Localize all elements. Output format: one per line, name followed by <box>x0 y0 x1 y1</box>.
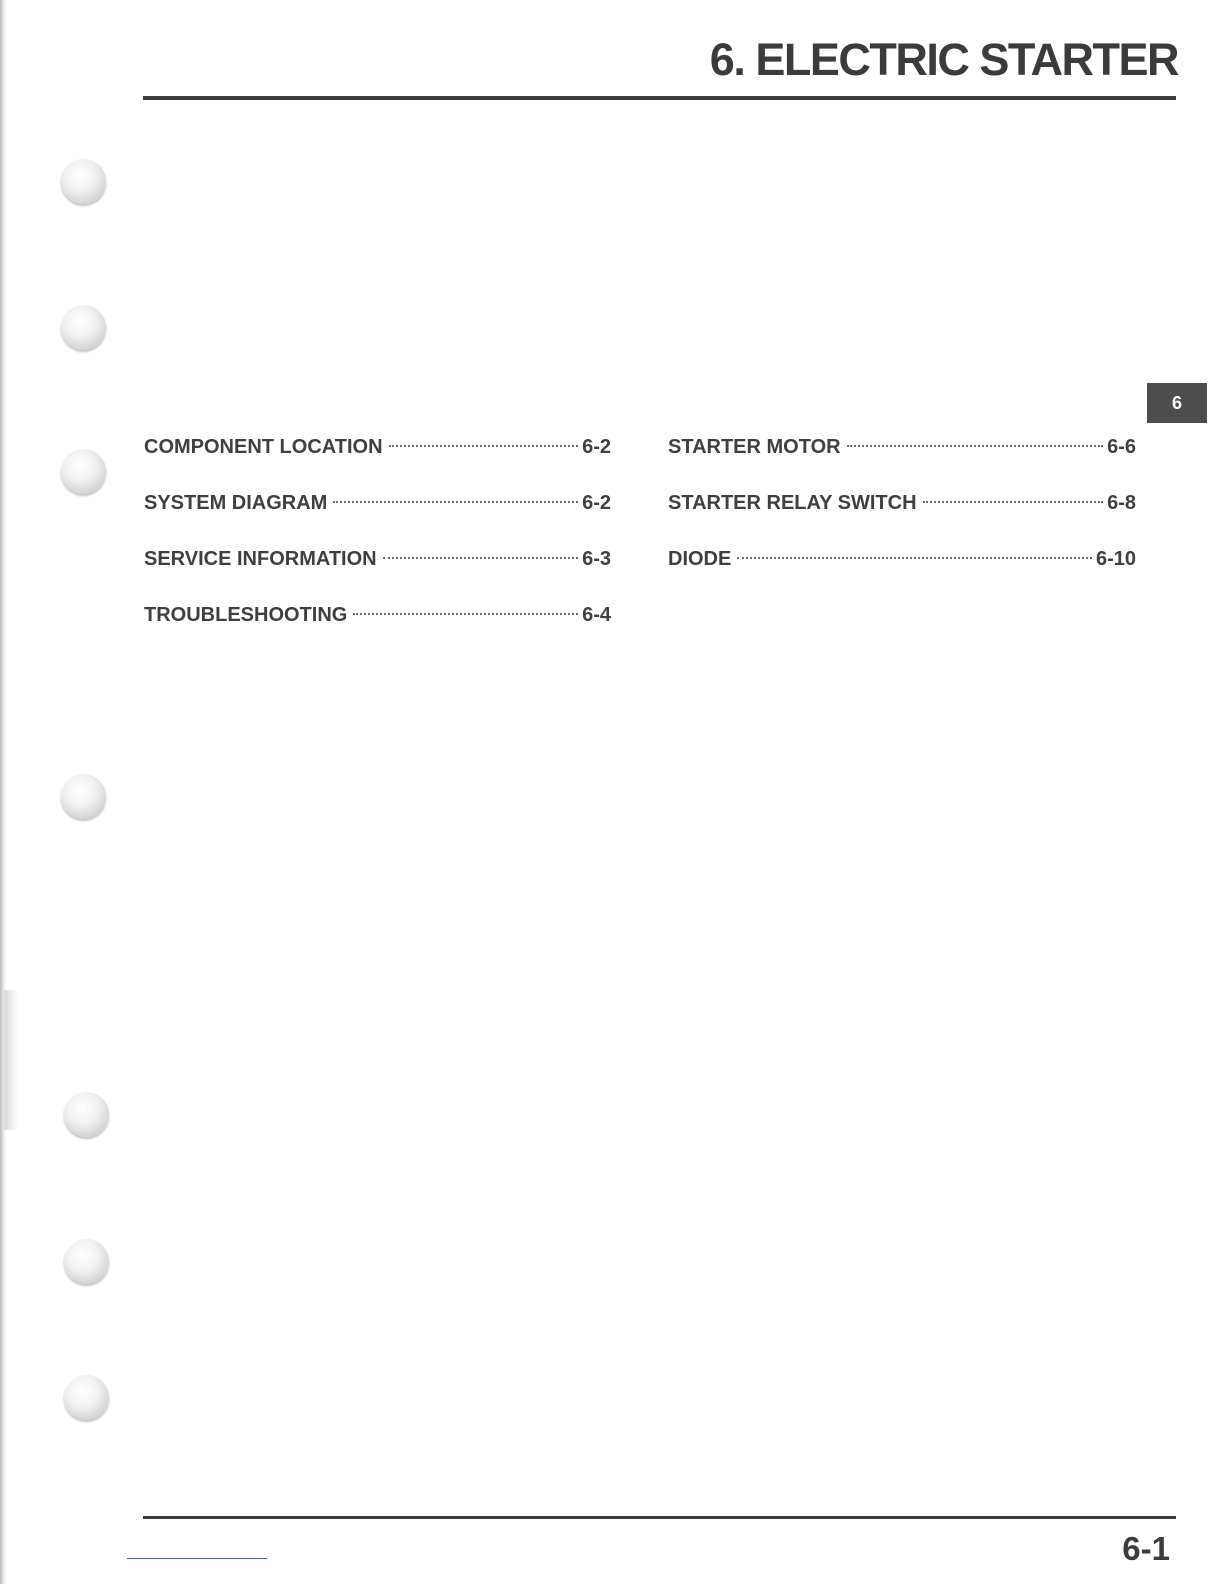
toc-item-service-information[interactable] <box>144 548 611 604</box>
binder-hole <box>64 1239 109 1284</box>
chapter-tab-number: 6 <box>1171 392 1182 413</box>
header-rule <box>143 96 1176 100</box>
toc-leader-dots <box>389 445 579 447</box>
toc-leader-dots <box>333 501 578 503</box>
toc-item-page: 6-2 <box>582 492 611 514</box>
toc-item-system-diagram[interactable] <box>144 492 611 548</box>
toc-item-label: COMPONENT LOCATION <box>144 436 383 458</box>
binder-hole <box>64 1092 109 1137</box>
toc-item-label: DIODE <box>668 548 732 570</box>
binder-hole <box>61 305 106 350</box>
toc-item-component-location[interactable] <box>144 436 611 492</box>
toc-item-starter-relay-switch[interactable] <box>668 492 1136 548</box>
toc-leader-dots <box>737 557 1092 559</box>
toc-item-label: SYSTEM DIAGRAM <box>144 492 328 514</box>
toc-right-column <box>668 436 1136 604</box>
toc-item-diode[interactable] <box>668 548 1136 604</box>
toc-item-page: 6-8 <box>1107 492 1136 514</box>
toc-item-label: TROUBLESHOOTING <box>144 604 348 626</box>
chapter-tab <box>1147 383 1207 423</box>
toc-item-label: STARTER RELAY SWITCH <box>668 492 917 514</box>
toc-item-label: SERVICE INFORMATION <box>144 548 377 570</box>
toc-left-column <box>144 436 611 660</box>
page-number: 6-1 <box>1122 1530 1170 1567</box>
toc-item-page: 6-4 <box>582 604 611 626</box>
footer-link-underline <box>127 1558 267 1559</box>
toc-item-page: 6-3 <box>582 548 611 570</box>
toc-item-troubleshooting[interactable] <box>144 604 611 660</box>
toc-item-page: 6-6 <box>1107 436 1136 458</box>
toc-item-page: 6-10 <box>1095 548 1136 570</box>
binder-hole <box>61 449 106 494</box>
footer-rule <box>143 1516 1176 1519</box>
binder-hole <box>61 774 106 819</box>
toc-item-starter-motor[interactable] <box>668 436 1136 492</box>
toc-item-label: STARTER MOTOR <box>668 436 841 458</box>
toc-item-page: 6-2 <box>582 436 611 458</box>
page-binding-edge-shadow <box>4 990 18 1130</box>
binder-hole <box>64 1375 109 1420</box>
toc-leader-dots <box>353 613 578 615</box>
binder-hole <box>61 159 106 204</box>
toc-leader-dots <box>383 557 578 559</box>
chapter-title: 6. ELECTRIC STARTER <box>709 34 1178 85</box>
toc-leader-dots <box>847 445 1104 447</box>
toc-leader-dots <box>923 501 1104 503</box>
page-binding-edge <box>0 0 6 1584</box>
